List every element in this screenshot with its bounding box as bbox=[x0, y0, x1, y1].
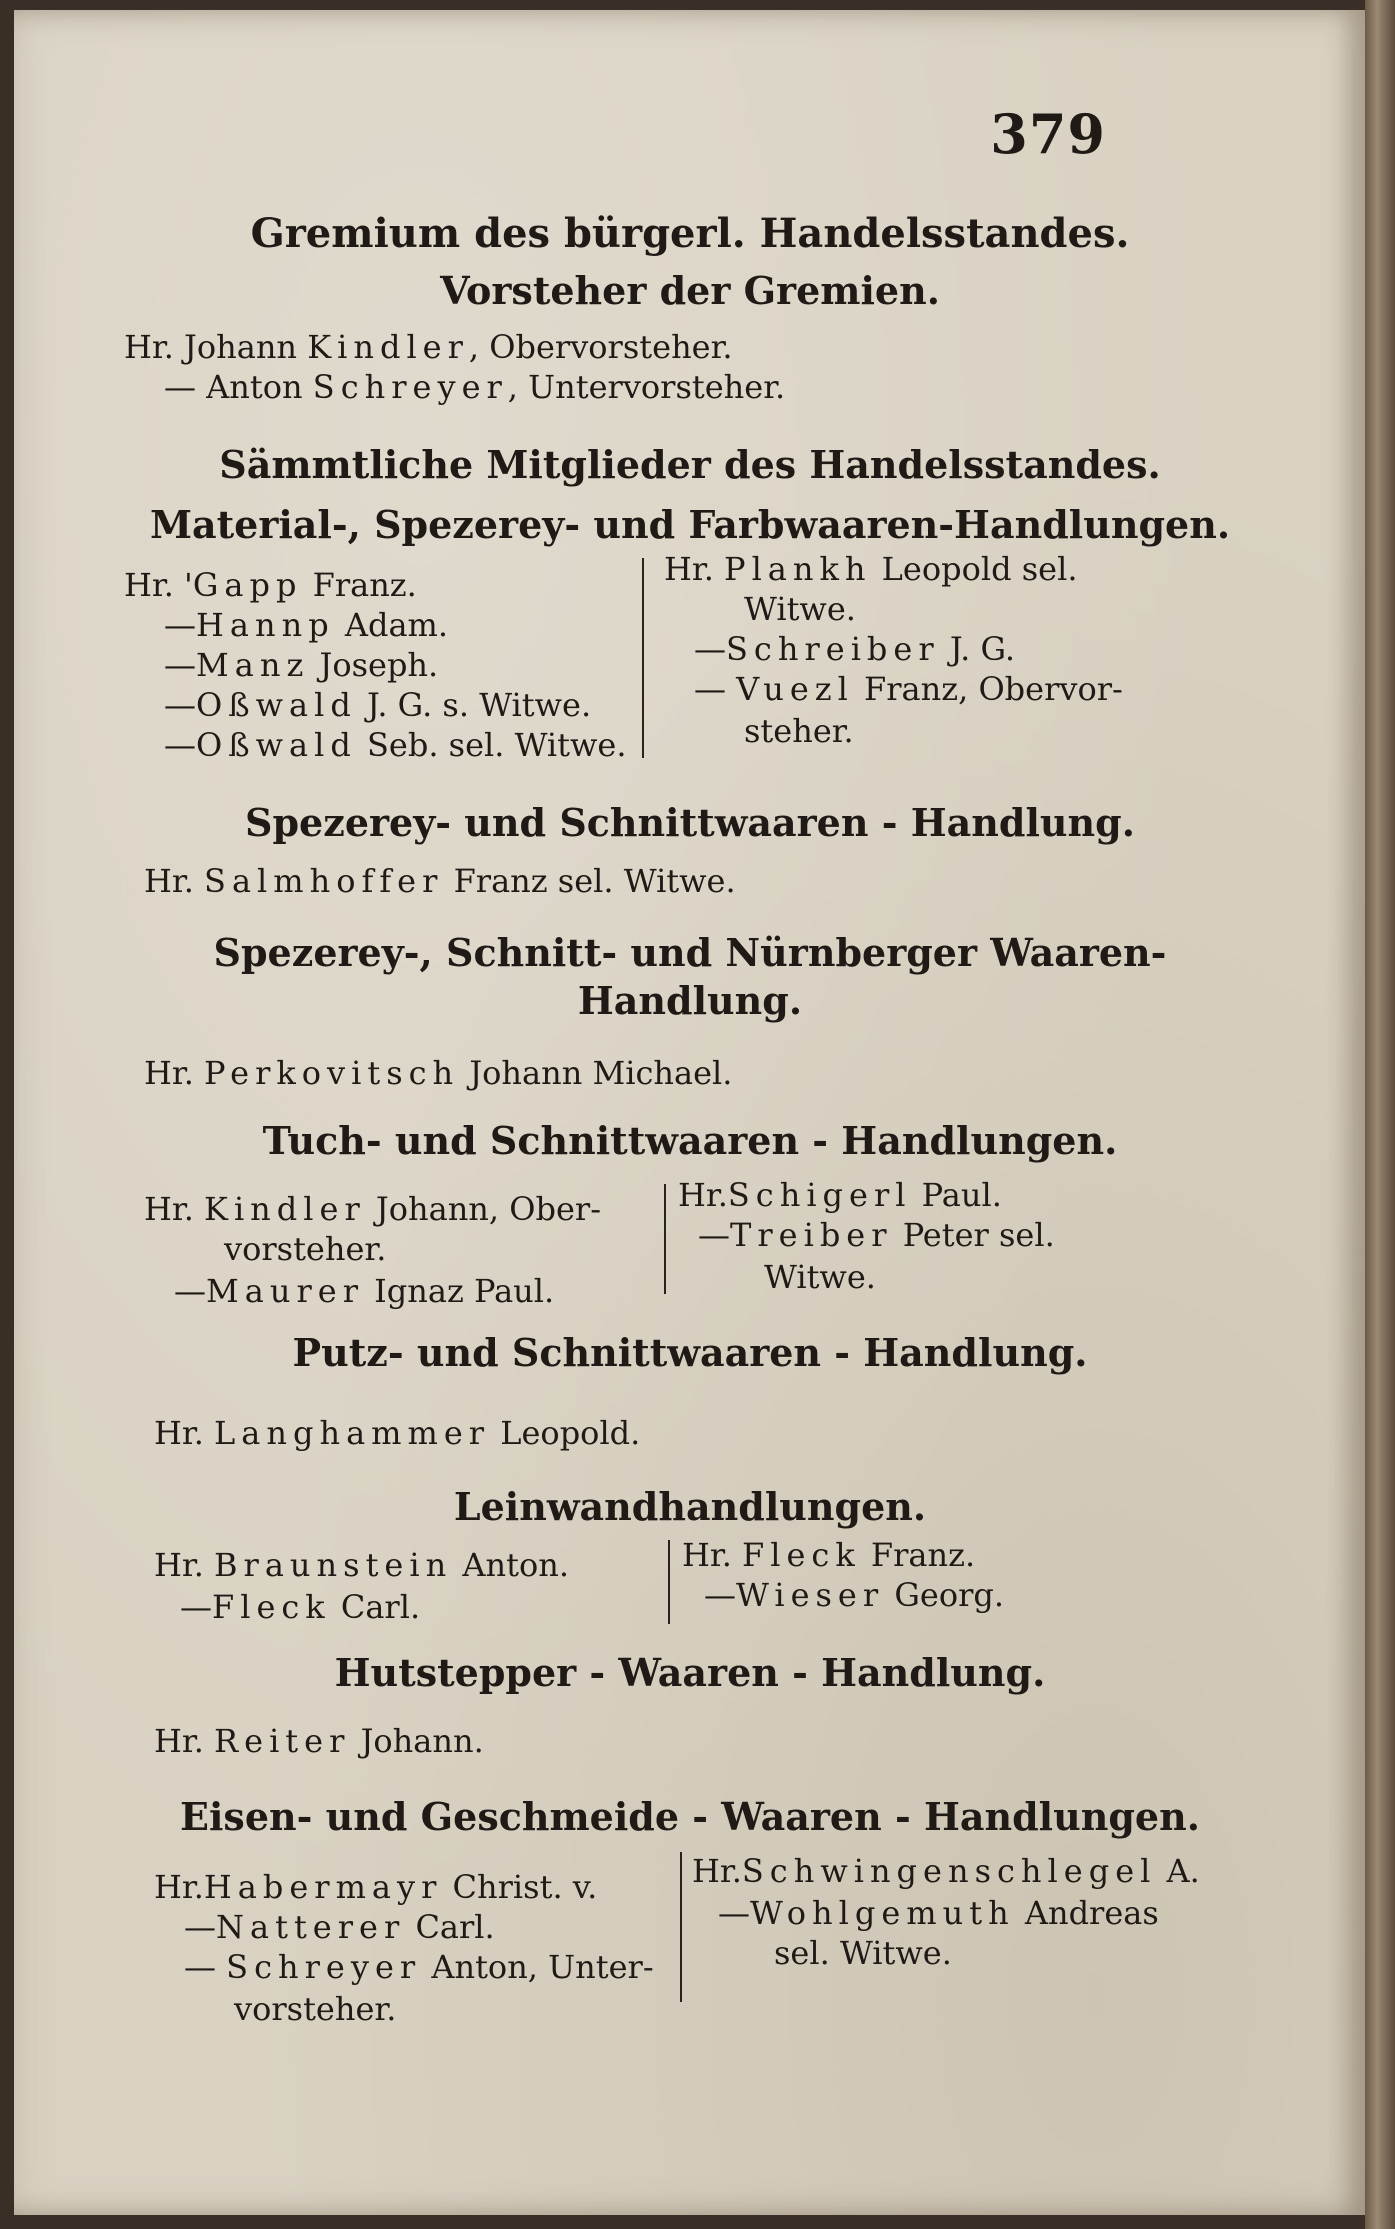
list-item: —Wieser Georg. bbox=[704, 1576, 1005, 1614]
section-heading: Leinwandhandlungen. bbox=[453, 1484, 927, 1529]
list-item: Hr. Fleck Franz. bbox=[682, 1536, 976, 1574]
list-item: Hr. Reiter Johann. bbox=[154, 1722, 484, 1760]
list-item: —Oßwald J. G. s. Witwe. bbox=[164, 686, 592, 724]
section-heading: Spezerey-, Schnitt- und Nürnberger Waaren- bbox=[213, 930, 1167, 975]
section-heading: Tuch- und Schnittwaaren - Handlungen. bbox=[262, 1118, 1118, 1163]
column-divider bbox=[668, 1540, 670, 1624]
list-item: Hr.Habermayr Christ. v. bbox=[154, 1868, 598, 1906]
list-item: Hr.Schwingenschlegel A. bbox=[692, 1852, 1200, 1890]
list-item: —Manz Joseph. bbox=[164, 646, 439, 684]
list-item: —Fleck Carl. bbox=[180, 1588, 421, 1626]
book-page bbox=[14, 10, 1366, 2215]
list-item: — Schreyer Anton, Unter- bbox=[184, 1948, 654, 1986]
list-item: sel. Witwe. bbox=[774, 1934, 952, 1972]
section-heading: Hutstepper - Waaren - Handlung. bbox=[334, 1650, 1046, 1695]
column-divider bbox=[642, 558, 644, 758]
list-item: —Wohlgemuth Andreas bbox=[718, 1894, 1159, 1932]
section-heading: Material-, Spezerey- und Farbwaaren-Handlungen. bbox=[149, 502, 1231, 547]
list-item: —Treiber Peter sel. bbox=[698, 1216, 1055, 1254]
board-heading: Vorsteher der Gremien. bbox=[440, 268, 940, 313]
list-item: —Schreiber J. G. bbox=[694, 630, 1016, 668]
section-heading: Handlung. bbox=[577, 978, 803, 1023]
list-item: —Hannp Adam. bbox=[164, 606, 449, 644]
list-item: Hr. Plankh Leopold sel. bbox=[664, 550, 1078, 588]
column-divider bbox=[680, 1852, 682, 2002]
list-item: Hr. Langhammer Leopold. bbox=[154, 1414, 641, 1452]
page-edge bbox=[1365, 0, 1395, 2229]
section-heading: Spezerey- und Schnittwaaren - Handlung. bbox=[245, 800, 1135, 845]
list-item: Hr. Perkovitsch Johann Michael. bbox=[144, 1054, 733, 1092]
list-item: Hr. Kindler Johann, Ober- bbox=[144, 1190, 602, 1228]
list-item: Hr. Braunstein Anton. bbox=[154, 1546, 569, 1584]
section-heading: Eisen- und Geschmeide - Waaren - Handlungen. bbox=[180, 1794, 1200, 1839]
column-divider bbox=[664, 1184, 666, 1294]
list-item: vorsteher. bbox=[234, 1990, 397, 2028]
list-item: —Oßwald Seb. sel. Witwe. bbox=[164, 726, 627, 764]
list-item: —Maurer Ignaz Paul. bbox=[174, 1272, 555, 1310]
list-item: Hr.Schigerl Paul. bbox=[678, 1176, 1002, 1214]
list-item: Hr. 'Gapp Franz. bbox=[124, 566, 417, 604]
section-heading: Putz- und Schnittwaaren - Handlung. bbox=[292, 1330, 1088, 1375]
list-item: — Vuezl Franz, Obervor- bbox=[694, 670, 1123, 708]
page-title: Gremium des bürgerl. Handelsstandes. bbox=[250, 210, 1130, 257]
list-item: Witwe. bbox=[764, 1258, 876, 1296]
list-item: —Natterer Carl. bbox=[184, 1908, 495, 1946]
list-item: Witwe. bbox=[744, 590, 856, 628]
board-line: Hr. Johann Kindler, Obervorsteher. bbox=[124, 328, 733, 366]
page-number: 379 bbox=[990, 102, 1106, 166]
list-item: vorsteher. bbox=[224, 1230, 387, 1268]
list-item: steher. bbox=[744, 712, 854, 750]
members-heading: Sämmtliche Mitglieder des Handelsstandes. bbox=[219, 442, 1161, 487]
list-item: Hr. Salmhoffer Franz sel. Witwe. bbox=[144, 862, 736, 900]
board-line: — Anton Schreyer, Untervorsteher. bbox=[164, 368, 786, 406]
